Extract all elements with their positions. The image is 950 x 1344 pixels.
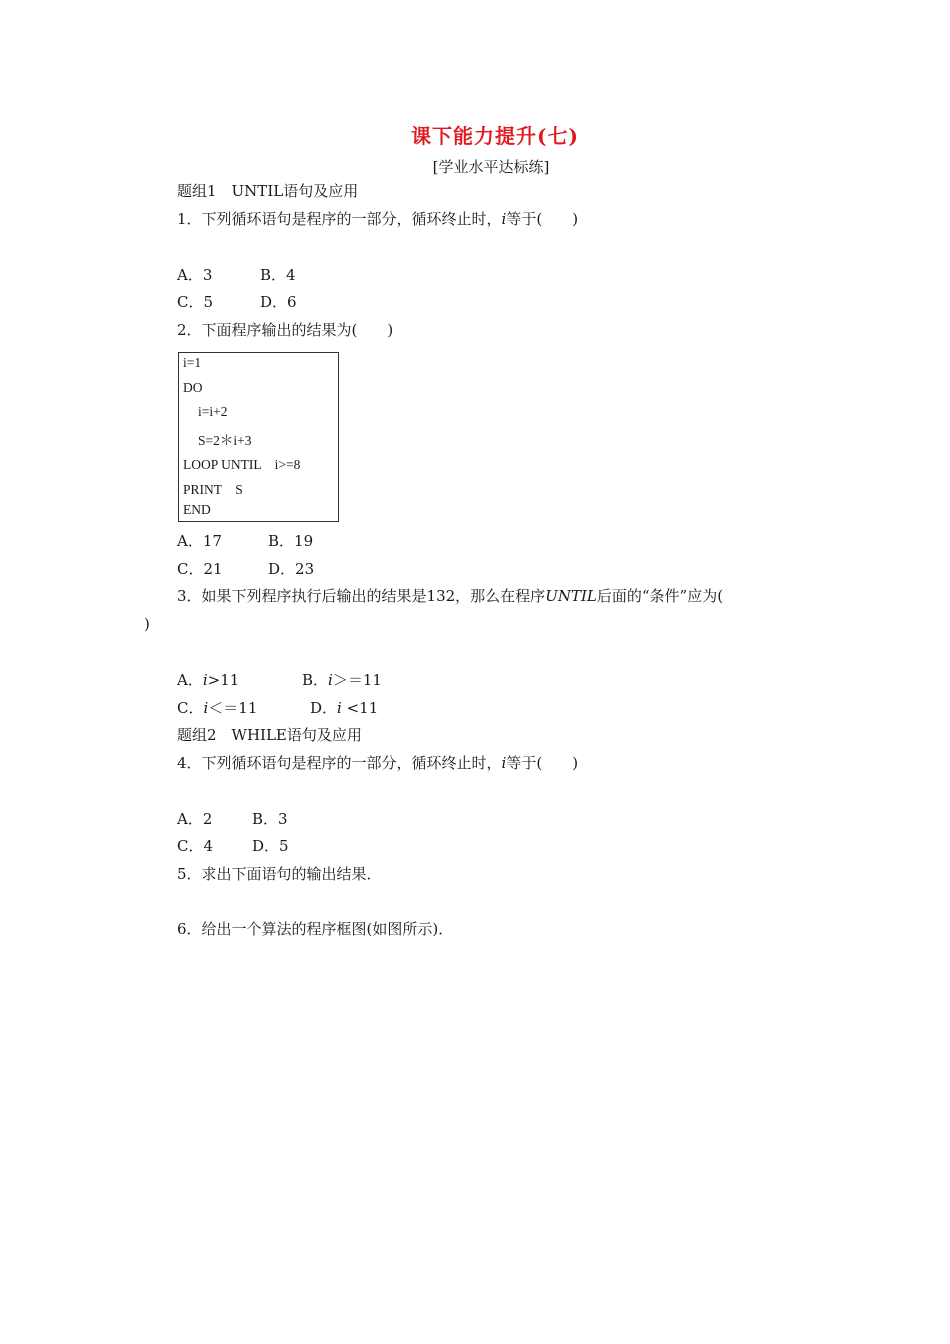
q4-option-a: A．2 — [177, 810, 213, 828]
q2-option-b: B．19 — [268, 532, 314, 550]
question-1 — [177, 209, 578, 229]
question-1-text: 1．下列循环语句是程序的一部分，循环终止时， — [177, 210, 502, 228]
question-4-text: 4．下列循环语句是程序的一部分，循环终止时， — [177, 754, 502, 772]
code-line: DO — [183, 380, 203, 395]
q4-option-c: C．4 — [177, 837, 214, 855]
question-3-text: 3．如果下列程序执行后输出的结果是132，那么在程序 — [177, 587, 546, 605]
q1-option-a: A．3 — [177, 266, 213, 284]
section-subtitle: [学业水平达标练] — [432, 158, 550, 176]
q1-option-c: C．5 — [177, 293, 214, 311]
q3-option-d: D．i <11 — [310, 699, 379, 717]
question-1-text-end: 等于( ) — [506, 210, 579, 228]
code-block — [178, 352, 339, 522]
group-1-heading: 题组1 UNTIL语句及应用 — [177, 182, 359, 200]
question-3-keyword: UNTIL — [545, 587, 597, 605]
q2-option-c: C．21 — [177, 560, 223, 578]
q2-option-a: A．17 — [177, 532, 222, 550]
q1-option-b: B．4 — [260, 266, 296, 284]
code-line: PRINT S — [183, 482, 243, 497]
code-line: END — [183, 502, 211, 517]
question-4-variable: i — [501, 754, 507, 772]
code-line: i=i+2 — [198, 404, 228, 419]
code-line: S=2＊i+3 — [198, 433, 252, 448]
code-line: LOOP UNTIL i>=8 — [183, 457, 301, 472]
question-3-text-end: 后面的“条件”应为( — [596, 587, 724, 605]
question-3 — [177, 586, 723, 606]
question-5: 5．求出下面语句的输出结果． — [177, 865, 382, 883]
q3-option-a: A．i>11 — [177, 671, 240, 689]
code-line: i=1 — [183, 355, 202, 370]
page-title: 课下能力提升(七) — [411, 124, 579, 148]
question-4 — [177, 753, 578, 773]
question-4-text-end: 等于( ) — [506, 754, 579, 772]
question-6: 6．给出一个算法的程序框图(如图所示)． — [177, 920, 454, 938]
question-2: 2．下面程序输出的结果为( ) — [177, 321, 394, 339]
question-1-variable: i — [501, 210, 507, 228]
q3-option-b: B．i＞＝11 — [302, 671, 382, 689]
q1-option-d: D．6 — [260, 293, 297, 311]
q3-option-c: C．i＜＝11 — [177, 699, 258, 717]
group-2-heading: 题组2 WHILE语句及应用 — [177, 726, 362, 744]
q2-option-d: D．23 — [268, 560, 315, 578]
q4-option-d: D．5 — [252, 837, 289, 855]
question-3-wrap: ) — [144, 615, 150, 633]
q4-option-b: B．3 — [252, 810, 288, 828]
